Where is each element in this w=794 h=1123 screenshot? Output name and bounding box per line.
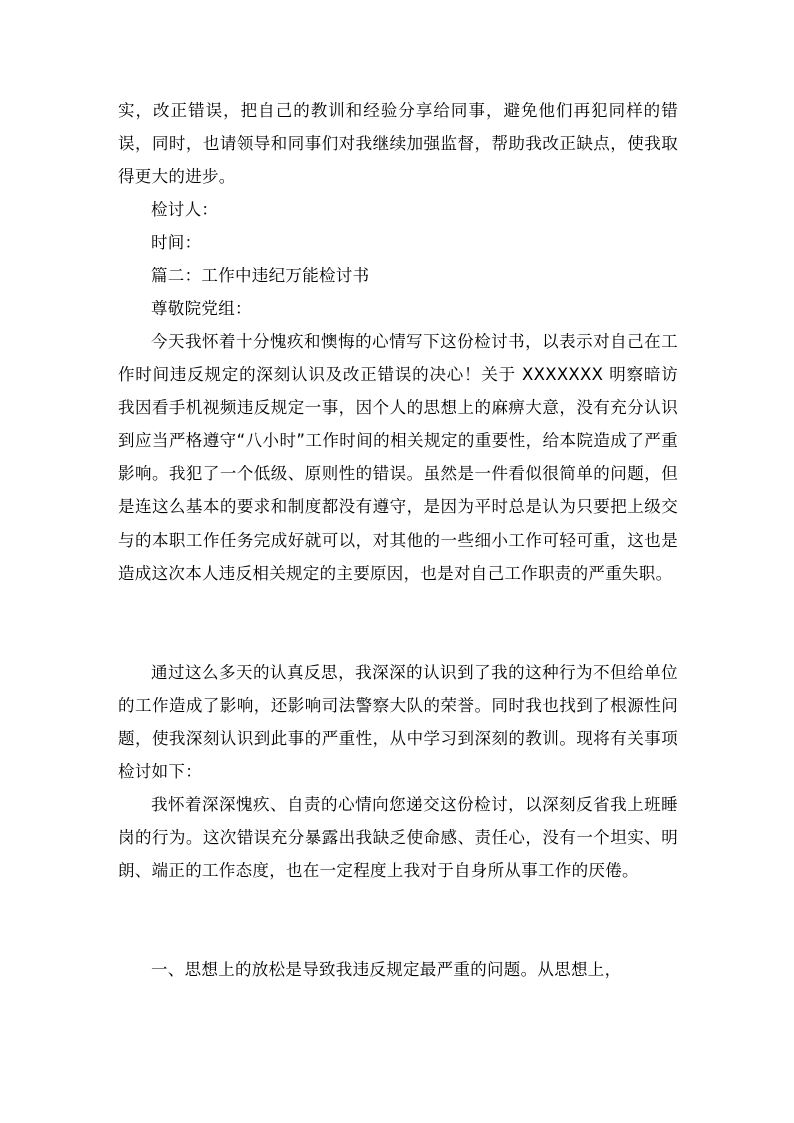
paragraph-body-2: 通过这么多天的认真反思，我深深的认识到了我的这种行为不但给单位的工作造成了影响，还影响司法警察大队的荣誉。同时我也找到了根源性问题，使我深刻认识到此事的严重性，从中学习到深刻的教训。现将有关事项检讨如下： bbox=[118, 663, 678, 782]
date-label: 时间： bbox=[151, 233, 202, 252]
paragraph-body-1: 今天我怀着十分愧疚和懊悔的心情写下这份检讨书，以表示对自己在工作时间违反规定的深刻认识及改正错误的决心！关于 XXXXXXX 明察暗访我因看手机视频违反规定一事，因个人的思想上的麻痹大意，没有充分认识到应当严格遵守“八小时”工作时间的相关规定的重要性，给本院造成了严重影响。我犯了一个低级、原则性的错误。虽然是一件看似很简单的问题，但是连这么基本的要求和制度都没有遵守，是因为平时总是认为只要把上级交与的本职工作任务完成好就可以，对其他的一些细小工作可轻可重，这也是造成这次本人违反相关规定的主要原因，也是对自己工作职责的严重失职。 bbox=[118, 332, 678, 583]
section-heading: 篇二：工作中违纪万能检讨书 bbox=[151, 266, 370, 285]
paragraph-body-3: 我怀着深深愧疚、自责的心情向您递交这份检讨，以深刻反省我上班睡岗的行为。这次错误充分暴露出我缺乏使命感、责任心，没有一个坦实、明朗、端正的工作态度，也在一定程度上我对于自身所从事工作的厌倦。 bbox=[118, 795, 678, 881]
paragraph-continuation: 实，改正错误，把自己的教训和经验分享给同事，避免他们再犯同样的错误，同时，也请领导和同事们对我继续加强监督，帮助我改正缺点，使我取得更大的进步。 bbox=[118, 101, 678, 187]
salutation: 尊敬院党组： bbox=[151, 299, 252, 318]
reviewer-label: 检讨人： bbox=[151, 200, 219, 219]
paragraph-body-4: 一、思想上的放松是导致我违反规定最严重的问题。从思想上， bbox=[151, 960, 622, 979]
